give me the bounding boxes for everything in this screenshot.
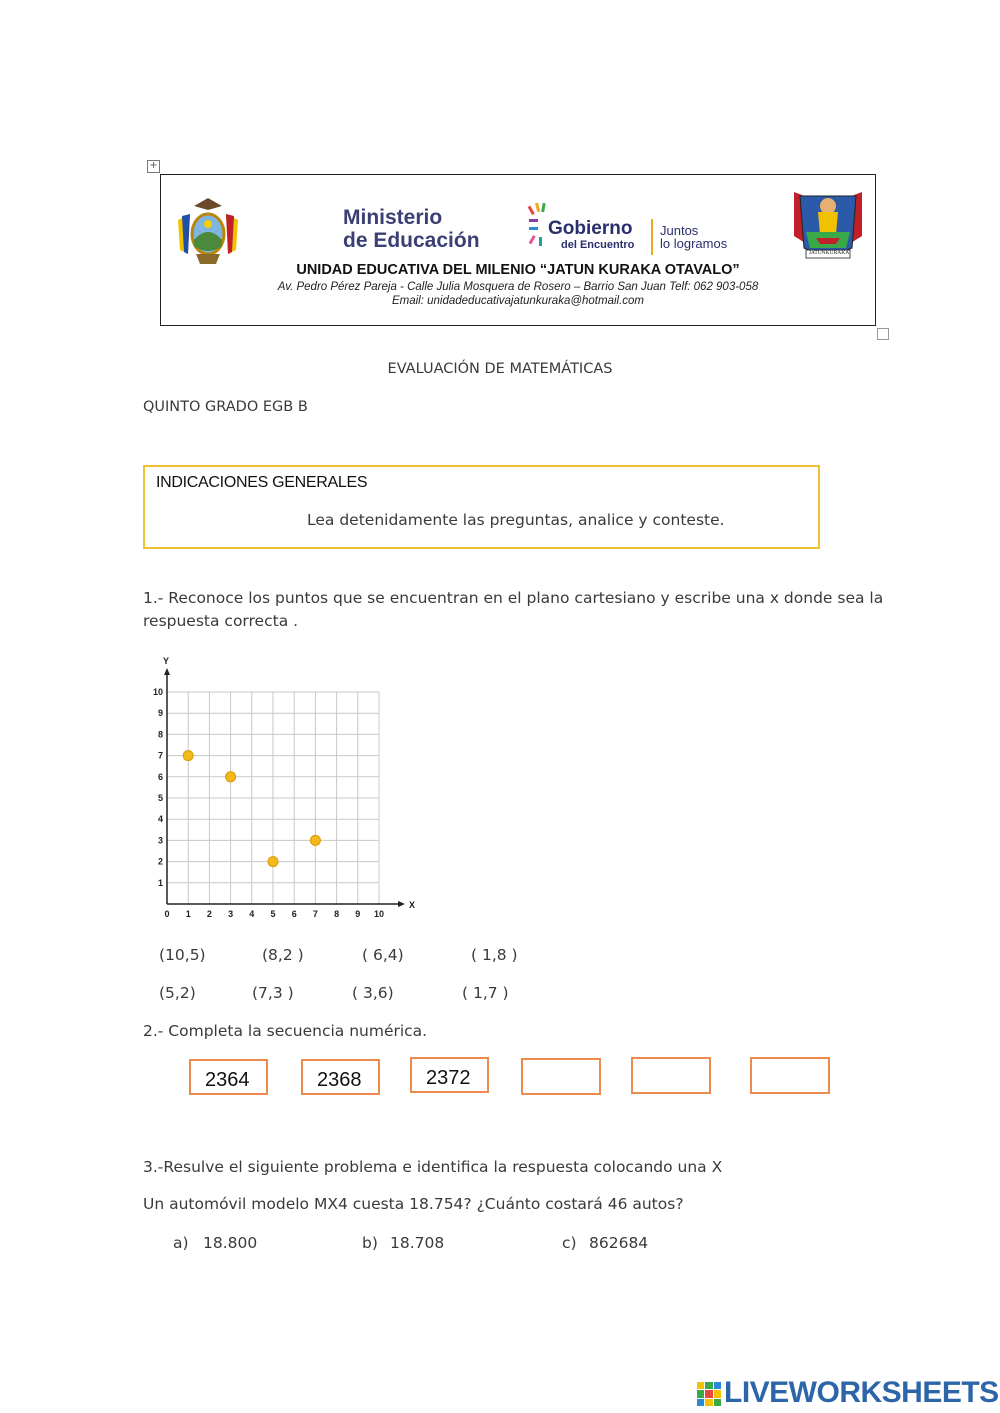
sequence-box-1 <box>189 1059 268 1095</box>
q3-option-a-letter: a) <box>173 1234 189 1252</box>
x-tick-label: 8 <box>334 909 340 919</box>
y-tick-label: 1 <box>157 877 163 888</box>
q3-line1: 3.-Resulve el siguiente problema e identifica la respuesta colocando una X <box>143 1158 723 1176</box>
q3-option-c[interactable]: 862684 <box>589 1234 649 1252</box>
liveworksheets-brand: LIVEWORKSHEETS <box>724 1376 999 1409</box>
q1-option-1-7[interactable]: ( 1,7 ) <box>462 984 509 1002</box>
liveworksheets-logo-icon <box>697 1382 721 1406</box>
gobierno-subtitle: del Encuentro <box>561 239 635 251</box>
sequence-answer-input-2[interactable] <box>631 1057 711 1094</box>
q1-line2: respuesta correcta . <box>143 612 299 630</box>
x-tick-label: 9 <box>355 909 361 919</box>
sequence-value-3: 2372 <box>426 1067 471 1089</box>
y-axis-arrow <box>164 668 170 675</box>
table-resize-handle[interactable] <box>877 328 889 340</box>
y-tick-label: 7 <box>157 750 163 761</box>
x-tick-label: 7 <box>312 909 318 919</box>
sequence-answer-input-3[interactable] <box>750 1057 830 1094</box>
ministerio-line1: Ministerio <box>343 206 443 229</box>
data-point <box>310 835 320 845</box>
q3-option-a[interactable]: 18.800 <box>203 1234 258 1252</box>
q1-option-8-2[interactable]: (8,2 ) <box>262 946 304 964</box>
x-tick-label: 2 <box>206 909 212 919</box>
x-axis-label: X <box>409 900 416 910</box>
q3-line2: Un automóvil modelo MX4 cuesta 18.754? ¿Cuánto costará 46 autos? <box>143 1195 684 1213</box>
page-title: EVALUACIÓN DE MATEMÁTICAS <box>387 361 613 377</box>
q3-option-c-letter: c) <box>562 1234 577 1252</box>
juntos-line1: Juntos <box>660 223 699 238</box>
data-point <box>268 857 278 867</box>
gobierno-title: Gobierno <box>548 218 633 239</box>
ecuador-coat-of-arms-icon <box>174 194 242 268</box>
x-tick-label: 1 <box>185 909 191 919</box>
gobierno-divider <box>651 219 653 255</box>
y-tick-label: 3 <box>157 835 163 846</box>
q1-option-6-4[interactable]: ( 6,4) <box>362 946 404 964</box>
data-point <box>183 751 193 761</box>
table-move-handle[interactable]: + <box>147 160 160 173</box>
y-tick-label: 8 <box>157 729 163 740</box>
x-tick-label: 10 <box>373 909 385 919</box>
x-tick-label: 0 <box>164 909 170 919</box>
y-axis-label: Y <box>163 656 170 666</box>
y-tick-label: 9 <box>157 708 163 719</box>
sequence-box-2 <box>301 1059 380 1095</box>
q1-option-1-8[interactable]: ( 1,8 ) <box>471 946 518 964</box>
sequence-box-3 <box>410 1057 489 1093</box>
y-tick-label: 6 <box>157 771 163 782</box>
sequence-value-2: 2368 <box>317 1069 362 1091</box>
q1-option-7-3[interactable]: (7,3 ) <box>252 984 294 1002</box>
juntos-line2: lo logramos <box>660 236 728 251</box>
q1-option-10-5[interactable]: (10,5) <box>159 946 206 964</box>
x-tick-label: 6 <box>291 909 297 919</box>
x-tick-label: 5 <box>270 909 276 919</box>
y-tick-label: 2 <box>157 856 163 867</box>
q1-line1: 1.- Reconoce los puntos que se encuentran en el plano cartesiano y escribe una x donde sea la <box>143 589 884 607</box>
ministerio-line2: de Educación <box>343 229 480 252</box>
y-tick-label: 5 <box>157 793 163 803</box>
q1-option-5-2[interactable]: (5,2) <box>159 984 196 1002</box>
x-tick-label: 3 <box>228 909 234 919</box>
q3-option-b-letter: b) <box>362 1234 378 1252</box>
y-tick-label: 10 <box>152 687 163 697</box>
q1-option-3-6[interactable]: ( 3,6) <box>352 984 394 1002</box>
y-tick-label: 4 <box>157 814 163 825</box>
grade-label: QUINTO GRADO EGB B <box>143 399 308 415</box>
x-tick-label: 4 <box>249 909 255 919</box>
sequence-answer-input-1[interactable] <box>521 1058 601 1095</box>
x-axis-arrow <box>398 901 405 907</box>
school-email: Email: unidadeducativajatunkuraka@hotmail.com <box>391 295 645 307</box>
school-name: UNIDAD EDUCATIVA DEL MILENIO “JATUN KURAKA OTAVALO” <box>296 262 740 278</box>
q2-text: 2.- Completa la secuencia numérica. <box>143 1022 428 1040</box>
data-point <box>226 772 236 782</box>
seal-label: JATUNKURAKA <box>808 250 850 256</box>
cartesian-plane <box>140 650 430 925</box>
sequence-value-1: 2364 <box>205 1069 250 1091</box>
indicaciones-heading: INDICACIONES GENERALES <box>156 474 368 491</box>
indicaciones-text: Lea detenidamente las preguntas, analice y conteste. <box>307 511 725 529</box>
q3-option-b[interactable]: 18.708 <box>390 1234 445 1252</box>
school-address: Av. Pedro Pérez Pareja - Calle Julia Mosquera de Rosero – Barrio San Juan Telf: 062 903-058 <box>277 281 759 293</box>
